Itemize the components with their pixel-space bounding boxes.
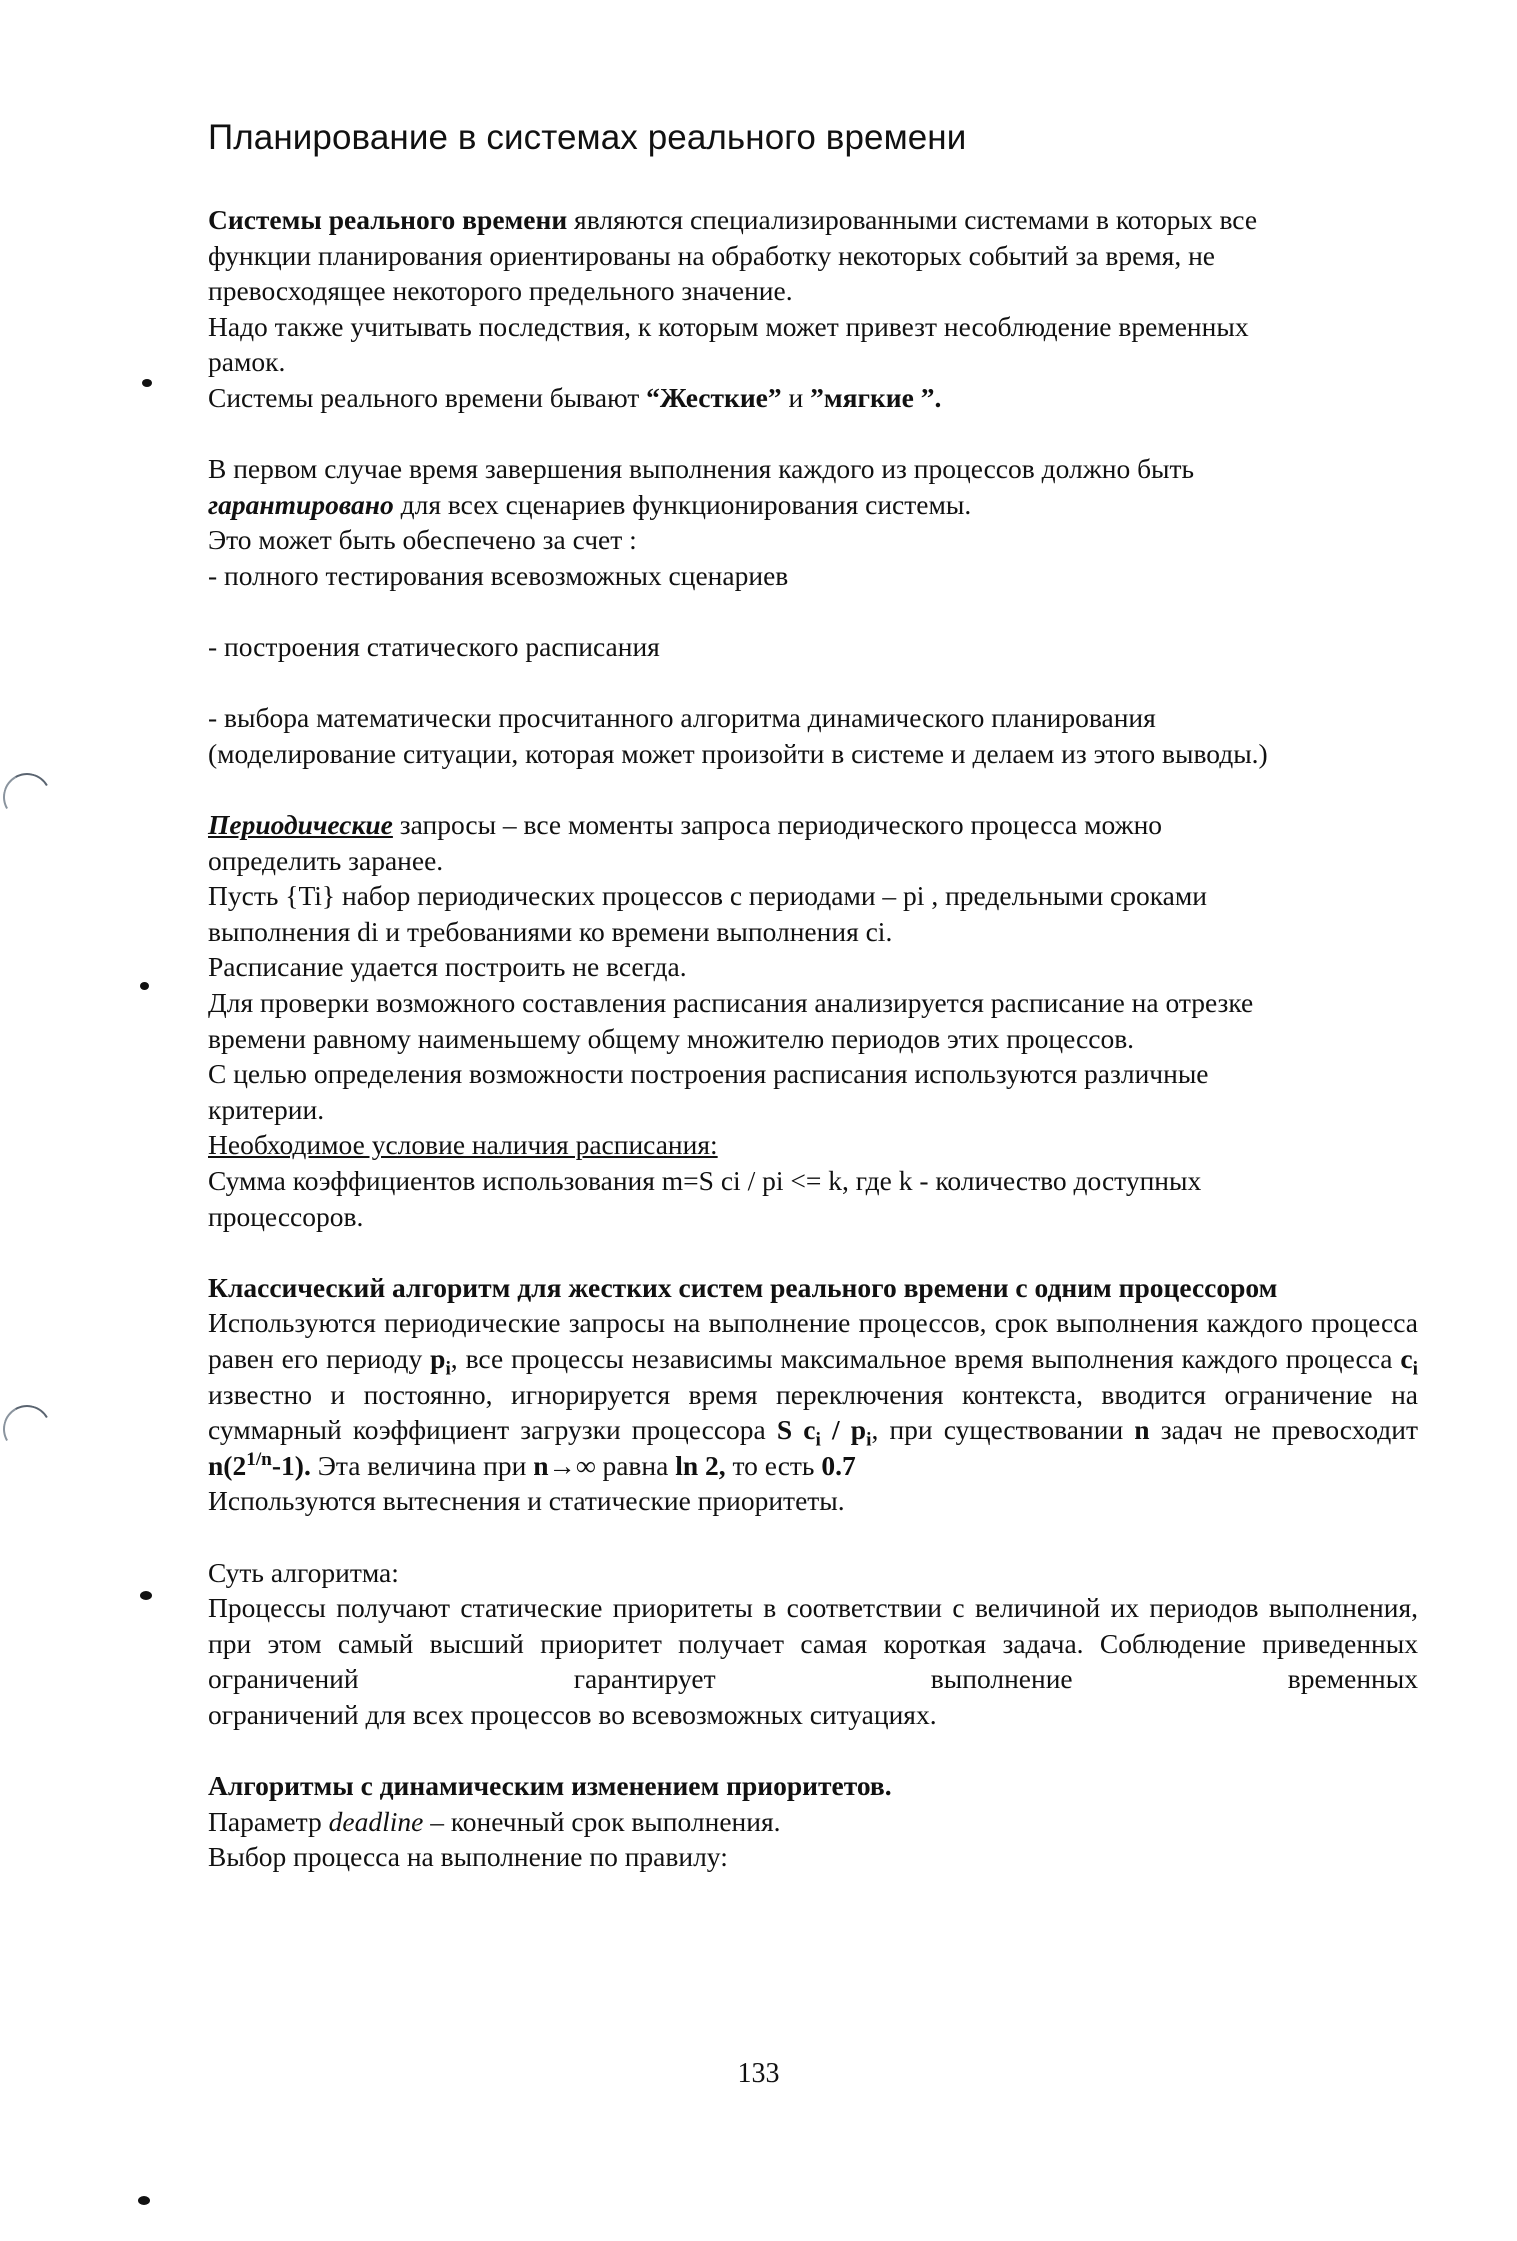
intro-types-line: Системы реального времени бывают “Жесткие” и ”мягкие ”.: [208, 381, 942, 413]
term-soft: ”мягкие ”.: [810, 381, 942, 413]
classic-line: Используются вытеснения и статические приоритеты.: [208, 1485, 845, 1517]
intro-paragraph: Системы реального времени являются специализированными системами в которых все: [208, 204, 1258, 235]
formula-bound: $n(2^{1/n}-1)$.: [208, 1448, 311, 1481]
scan-speck-mark: [140, 1591, 152, 1600]
periodic-line: критерии.: [208, 1093, 325, 1125]
list-item: - построения статического расписания: [208, 631, 660, 663]
term-periodic: Периодические: [208, 809, 393, 841]
spacer: [208, 772, 1418, 808]
term-realtime-systems: Системы реального времени: [208, 204, 568, 235]
essence-paragraph: Процессы получают статические приоритеты в соответствии с величиной их периодов выполнения, при этом самый высший приоритет получает самая короткая задача. Соблюдение приведенных ограничений гарантирует выполнение временных: [208, 1592, 1418, 1695]
periodic-line: времени равному наименьшему общему множителю периодов этих процессов.: [208, 1022, 1135, 1054]
punch-hole-arc: [0, 1400, 56, 1459]
intro-line: превосходящее некоторого предельного значение.: [208, 275, 793, 307]
formula-ln2: ln 2,: [675, 1449, 726, 1481]
hard-line: В первом случае время завершения выполнения каждого из процессов должно быть: [208, 453, 1195, 485]
periodic-line: С целью определения возможности построения расписания используются различные: [208, 1058, 1209, 1090]
formula-limit: n→∞: [533, 1449, 596, 1481]
spacer: [208, 1733, 1418, 1769]
list-item: - выбора математически просчитанного алгоритма динамического планирования: [208, 702, 1156, 734]
periodic-line: выполнения di и требованиями ко времени выполнения ci.: [208, 915, 893, 947]
scan-speck-mark: [138, 2196, 150, 2205]
periodic-line: определить заранее.: [208, 844, 444, 876]
dynamic-heading: Алгоритмы с динамическим изменением приоритетов.: [208, 1770, 892, 1802]
condition-line: Сумма коэффициентов использования m=S ci / pi <= k, где k - количество доступных: [208, 1165, 1202, 1197]
page-title: Планирование в системах реального времени: [208, 118, 967, 157]
page-number: 133: [737, 2058, 780, 2089]
periodic-line: Периодические запросы – все моменты запроса периодического процесса можно: [208, 809, 1163, 841]
periodic-line: Расписание удается построить не всегда.: [208, 951, 687, 983]
hard-line: гарантировано для всех сценариев функционирования системы.: [208, 488, 972, 520]
spacer: [208, 594, 1418, 630]
essence-heading: Суть алгоритма:: [208, 1556, 399, 1588]
condition-line: процессоров.: [208, 1200, 364, 1232]
term-guaranteed: гарантировано: [208, 488, 394, 520]
scan-speck-mark: [142, 379, 152, 387]
spacer: [208, 1519, 1418, 1555]
spacer: [208, 416, 1418, 452]
intro-line: Надо также учитывать последствия, к которым может привезт несоблюдение временных: [208, 310, 1249, 342]
formula-sum: S c: [776, 1414, 816, 1446]
classic-paragraph: Используются периодические запросы на выполнение процессов, срок выполнения каждого процесса равен его периоду $p_i$, все процессы независимы максимальное время выполнения каждого процесса $c_i$ известно и постоянно, игнорируется время переключения контекста, вводится ограничение на суммарный коэффициент загрузки процессора S $c_i / p_i$, при существовании n задач не превосходит $n(2^{1/n}-1)$. Эта величина при n→∞ равна ln 2, то есть 0.7: [208, 1307, 1419, 1481]
periodic-line: Для проверки возможного составления расписания анализируется расписание на отрезке: [208, 987, 1254, 1019]
dynamic-line: Параметр deadline – конечный срок выполнения.: [208, 1805, 781, 1837]
list-item-continuation: (моделирование ситуации, которая может произойти в системе и делаем из этого выводы.): [208, 737, 1268, 769]
condition-heading: Необходимое условие наличия расписания:: [208, 1129, 718, 1161]
punch-hole-arc: [0, 768, 56, 827]
essence-line: ограничений для всех процессов во всевозможных ситуациях.: [208, 1698, 937, 1730]
periodic-line: Пусть {Ti} набор периодических процессов с периодами – pi , предельными сроками: [208, 880, 1208, 912]
spacer: [208, 1234, 1418, 1270]
scan-speck-mark: [140, 982, 149, 990]
term-hard: “Жесткие”: [646, 381, 782, 413]
classic-heading: Классический алгоритм для жестких систем реального времени с одним процессором: [208, 1271, 1278, 1303]
term-deadline: deadline: [328, 1805, 424, 1837]
document-body: [208, 202, 1418, 1875]
intro-line: функции планирования ориентированы на обработку некоторых событий за время, не: [208, 239, 1215, 271]
intro-line: рамок.: [208, 346, 286, 378]
spacer: [208, 665, 1418, 701]
formula-value: 0.7: [821, 1449, 856, 1481]
list-item: - полного тестирования всевозможных сценариев: [208, 559, 789, 591]
hard-line: Это может быть обеспечено за счет :: [208, 524, 637, 556]
dynamic-line: Выбор процесса на выполнение по правилу:: [208, 1841, 728, 1873]
